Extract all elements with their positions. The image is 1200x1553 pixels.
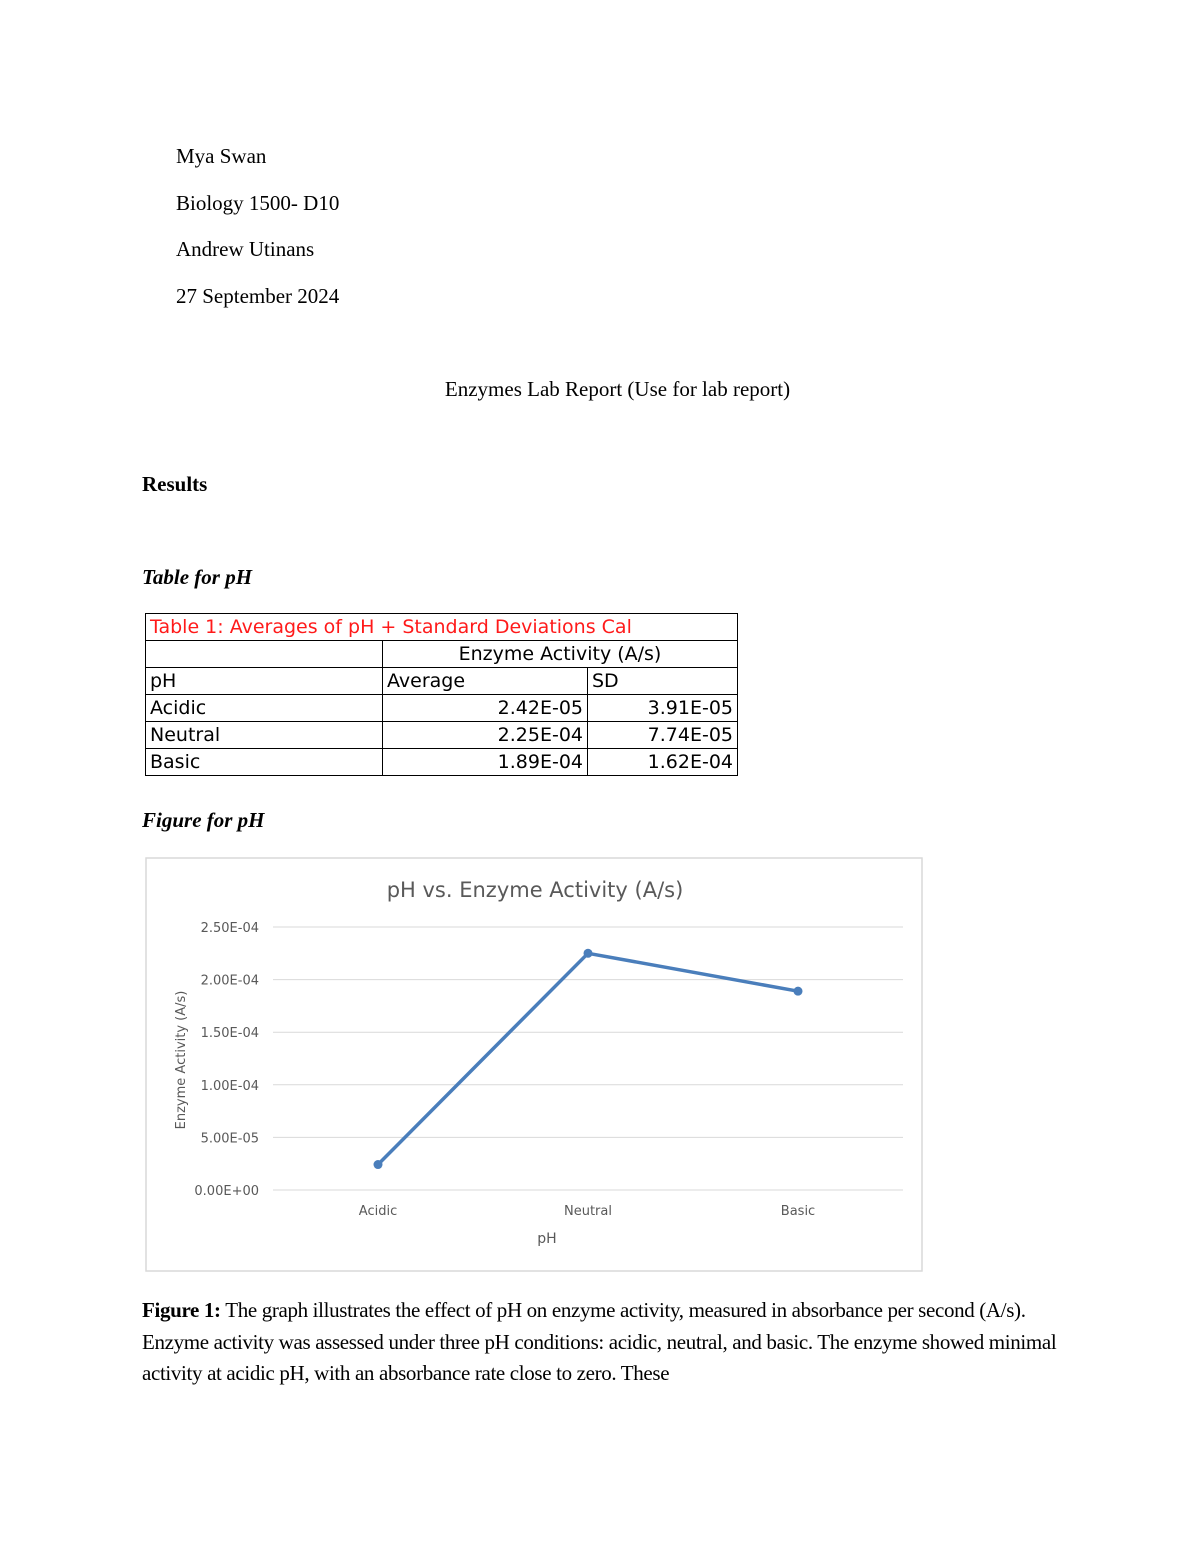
x-tick-label: Basic <box>780 1204 816 1219</box>
caption-label: Figure 1: <box>142 1298 221 1322</box>
table-empty-cell <box>146 641 383 668</box>
course-name: Biology 1500- D10 <box>176 191 340 215</box>
table-caption-row <box>146 614 738 641</box>
x-tick-label: Neutral <box>564 1204 612 1219</box>
chart-container <box>140 850 940 1280</box>
row-sd: 7.74E-05 <box>588 722 738 749</box>
document-title: Enzymes Lab Report (Use for lab report) <box>444 377 791 401</box>
data-point <box>794 987 803 996</box>
x-axis-label: pH <box>537 1231 557 1247</box>
table-group-header-row <box>146 641 738 668</box>
data-point <box>374 1160 383 1169</box>
instructor-name: Andrew Utinans <box>176 237 315 261</box>
x-tick-label: Acidic <box>358 1204 398 1219</box>
table-column-header-row <box>146 668 738 695</box>
results-heading: Results <box>142 472 208 496</box>
row-sd: 3.91E-05 <box>588 695 738 722</box>
table-row <box>146 695 738 722</box>
table-row <box>146 722 738 749</box>
column-header-ph: pH <box>146 668 383 695</box>
row-label: Acidic <box>146 695 383 722</box>
report-date: 27 September 2024 <box>176 284 340 308</box>
row-average: 2.25E-04 <box>383 722 588 749</box>
table-group-header: Enzyme Activity (A/s) <box>383 641 738 668</box>
figure-heading: Figure for pH <box>142 808 265 832</box>
y-axis-label: Enzyme Activity (A/s) <box>174 990 189 1130</box>
row-label: Neutral <box>146 722 383 749</box>
column-header-average: Average <box>383 668 588 695</box>
chart-title: pH vs. Enzyme Activity (A/s) <box>386 878 684 902</box>
y-tick-label: 0.00E+00 <box>194 1184 259 1199</box>
y-tick-label: 1.00E-04 <box>200 1078 259 1094</box>
table-caption: Table 1: Averages of pH + Standard Deviations Cal <box>146 614 738 641</box>
column-header-sd: SD <box>588 668 738 695</box>
line-chart <box>140 850 940 1280</box>
row-label: Basic <box>146 749 383 776</box>
author-name: Mya Swan <box>176 144 267 168</box>
y-tick-label: 5.00E-05 <box>200 1131 259 1147</box>
row-average: 2.42E-05 <box>383 695 588 722</box>
y-tick-label: 2.50E-04 <box>200 921 259 936</box>
table-row <box>146 749 738 776</box>
ph-data-table <box>145 613 738 776</box>
caption-text: The graph illustrates the effect of pH on enzyme activity, measured in absorbance per second (A/s). Enzyme activity was assessed under three pH conditions: acidic, neutral, and basic. The enzyme showed minimal activity at acidic pH, with an absorbance rate close to zero. These <box>142 1298 1057 1385</box>
data-point <box>584 949 593 958</box>
y-tick-label: 1.50E-04 <box>200 1026 259 1042</box>
row-sd: 1.62E-04 <box>588 749 738 776</box>
table-heading: Table for pH <box>142 565 253 589</box>
row-average: 1.89E-04 <box>383 749 588 776</box>
y-tick-label: 2.00E-04 <box>200 973 259 989</box>
figure-caption <box>142 1295 1062 1390</box>
